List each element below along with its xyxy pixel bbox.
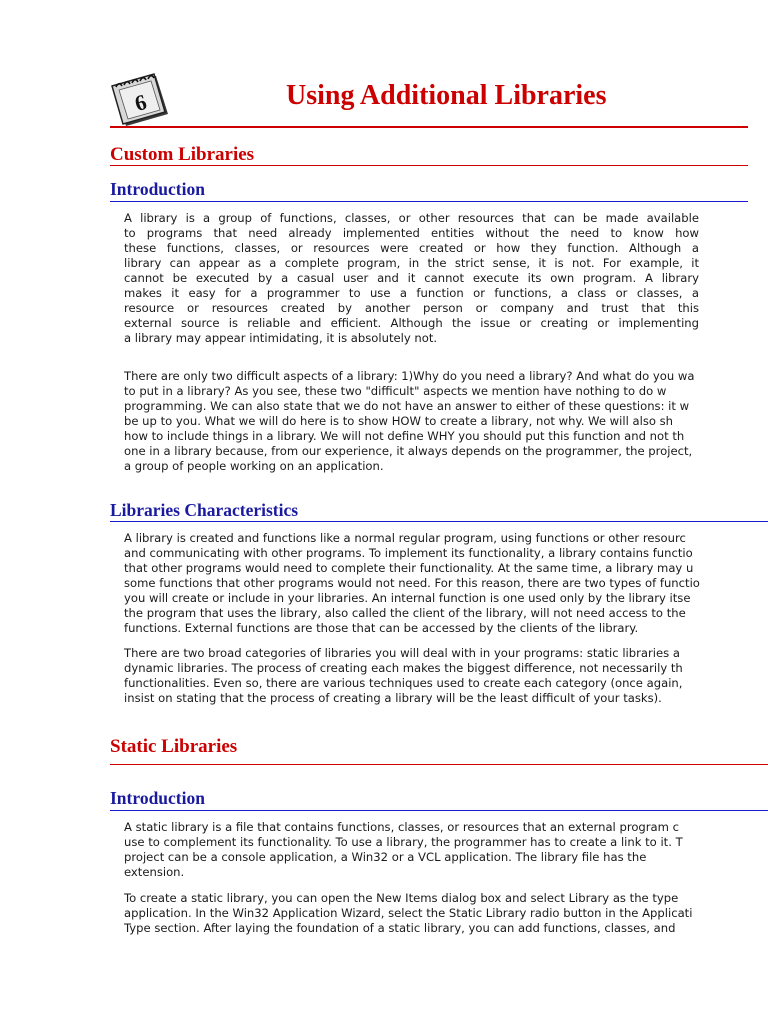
paragraph <box>124 820 768 880</box>
paragraph <box>124 531 768 636</box>
title-underline <box>110 126 748 128</box>
paragraph-line: There are two broad categories of libraries you will deal with in your programs: static libraries a <box>124 646 680 660</box>
paragraph-line: extension. <box>124 865 185 879</box>
paragraph-line: programming. We can also state that we do not have an answer to either of these questions: it w <box>124 399 690 413</box>
paragraph-line: functionalities. Even so, there are various techniques used to create each category (once again, <box>124 676 683 690</box>
paragraph-line: project can be a console application, a Win32 or a VCL application. The library file has the <box>124 850 647 864</box>
paragraph-line: to put in a library? As you see, these two "difficult" aspects we mention have nothing to do w <box>124 384 667 398</box>
paragraph-line: you will create or include in your libraries. An internal function is one used only by the library itse <box>124 591 691 605</box>
paragraph-line: dynamic libraries. The process of creating each makes the biggest difference, not necessarily th <box>124 661 683 675</box>
paragraph-line: A library is a group of functions, classes, or other resources that can be made available <box>124 211 699 225</box>
paragraph-line: external source is reliable and efficient. Although the issue or creating or implementing <box>124 316 699 330</box>
paragraph-line: cannot be executed by a casual user and it cannot execute its own program. A library <box>124 271 699 285</box>
chapter-number: 6 <box>131 89 150 117</box>
paragraph-line: functions. External functions are those that can be accessed by the clients of the library. <box>124 621 639 635</box>
paragraph-line: insist on stating that the process of creating a library will be the least difficult of your tasks). <box>124 691 662 705</box>
paragraph-line: A library is created and functions like a normal regular program, using functions or other resourc <box>124 531 686 545</box>
paragraph-line: library can appear as a complete program, in the strict sense, it is not. For example, it <box>124 256 699 270</box>
section-heading-static-libraries: Static Libraries <box>110 736 238 757</box>
paragraph-line: resource or resources created by another person or company and trust that this <box>124 301 699 315</box>
section-underline <box>110 764 768 765</box>
paragraph-line: some functions that other programs would not need. For this reason, there are two types of functio <box>124 576 700 590</box>
paragraph <box>124 369 768 474</box>
paragraph-line: use to complement its functionality. To use a library, the programmer has to create a link to it. T <box>124 835 683 849</box>
subsection-heading-libraries-characteristics: Libraries Characteristics <box>110 500 299 520</box>
paragraph-line: that other programs would need to complete their functionality. At the same time, a library may u <box>124 561 694 575</box>
paragraph-line: Type section. After laying the foundation of a static library, you can add functions, classes, and <box>124 921 676 935</box>
paragraph-line: the program that uses the library, also called the client of the library, will not need access to the <box>124 606 686 620</box>
section-heading-custom-libraries: Custom Libraries <box>110 144 255 165</box>
paragraph <box>124 211 699 346</box>
paragraph-line: a library may appear intimidating, it is absolutely not. <box>124 331 438 345</box>
paragraph-line: A static library is a file that contains functions, classes, or resources that an external program c <box>124 820 680 834</box>
subsection-underline <box>110 521 768 522</box>
paragraph-line: To create a static library, you can open the New Items dialog box and select Library as the type <box>124 891 679 905</box>
paragraph <box>124 891 768 936</box>
paragraph-line: a group of people working on an application. <box>124 459 384 473</box>
subsection-heading-introduction: Introduction <box>110 179 205 199</box>
subsection-underline <box>110 810 768 811</box>
paragraph-line: application. In the Win32 Application Wizard, select the Static Library radio button in the Applicati <box>124 906 693 920</box>
subsection-underline <box>110 201 748 202</box>
paragraph-line: how to include things in a library. We will not define WHY you should put this function and not th <box>124 429 685 443</box>
section-underline <box>110 165 748 166</box>
paragraph-line: and communicating with other programs. To implement its functionality, a library contains functio <box>124 546 693 560</box>
subsection-heading-introduction: Introduction <box>110 788 205 808</box>
paragraph-line: be up to you. What we will do here is to show HOW to create a library, not why. We will also sh <box>124 414 674 428</box>
paragraph-line: makes it easy for a programmer to use a function or functions, a class or classes, a <box>124 286 699 300</box>
chapter-title: Using Additional Libraries <box>286 80 607 111</box>
paragraph-line: one in a library because, from our experience, it always depends on the programmer, the project, <box>124 444 693 458</box>
paragraph <box>124 646 768 706</box>
paragraph-line: There are only two difficult aspects of a library: 1)Why do you need a library? And what do you wa <box>124 369 695 383</box>
paragraph-line: to programs that need already implemented entities without the need to know how <box>124 226 699 240</box>
calendar-page-icon <box>110 70 176 130</box>
paragraph-line: these functions, classes, or resources were created or how they function. Although a <box>124 241 699 255</box>
